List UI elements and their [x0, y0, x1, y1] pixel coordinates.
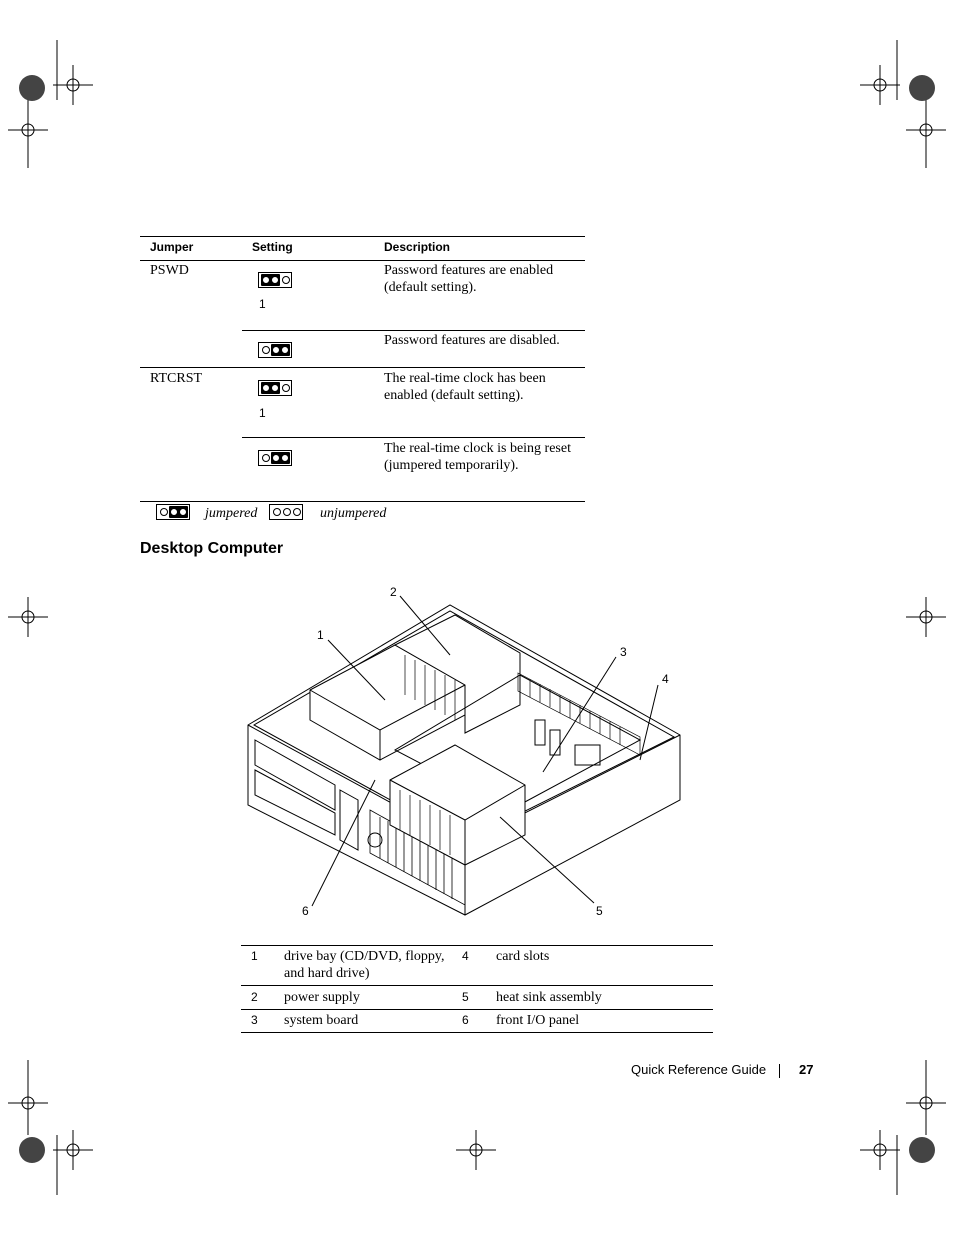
callout-4: 4 — [662, 672, 669, 686]
legend-num: 2 — [251, 990, 258, 1004]
description-text: Password features are enabled (default setting). — [384, 263, 554, 295]
legend-label: drive bay (CD/DVD, floppy, and hard drive) — [284, 949, 445, 981]
legend-label: heat sink assembly — [496, 990, 602, 1005]
col-header-jumper: Jumper — [150, 240, 194, 254]
pin-one-label: 1 — [259, 406, 266, 420]
callout-2: 2 — [390, 585, 397, 599]
legend-label: front I/O panel — [496, 1013, 580, 1028]
legend-num: 4 — [462, 949, 469, 963]
footer-divider — [779, 1064, 780, 1078]
callout-6: 6 — [302, 904, 309, 918]
legend-top-rule — [241, 945, 713, 946]
section-title: Desktop Computer — [140, 540, 284, 557]
callout-1: 1 — [317, 628, 324, 642]
legend-bottom-rule — [241, 1032, 713, 1033]
pin-one-label: 1 — [259, 297, 266, 311]
callout-3: 3 — [620, 645, 627, 659]
col-header-description: Description — [384, 240, 451, 254]
description-text: Password features are disabled. — [384, 333, 560, 348]
col-header-setting: Setting — [252, 240, 293, 254]
page-number: 27 — [799, 1062, 814, 1077]
legend-label: system board — [284, 1013, 359, 1028]
legend-num: 6 — [462, 1013, 469, 1027]
jumper-name-rtcrst: RTCRST — [150, 371, 203, 386]
description-text: The real-time clock has been enabled (default setting). — [384, 371, 546, 403]
unjumpered-key-label: unjumpered — [320, 506, 387, 521]
legend-row-rule — [241, 1009, 713, 1010]
description-text: The real-time clock is being reset (jumpered temporarily). — [384, 441, 571, 473]
jumper-name-pswd: PSWD — [150, 263, 189, 278]
legend-num: 1 — [251, 949, 258, 963]
legend-label: power supply — [284, 990, 360, 1005]
jumpered-key-label: jumpered — [205, 506, 258, 521]
legend-label: card slots — [496, 949, 550, 964]
footer-guide-title: Quick Reference Guide — [631, 1062, 767, 1077]
legend-row-rule — [241, 985, 713, 986]
callout-5: 5 — [596, 904, 603, 918]
legend-num: 3 — [251, 1013, 258, 1027]
legend-num: 5 — [462, 990, 469, 1004]
